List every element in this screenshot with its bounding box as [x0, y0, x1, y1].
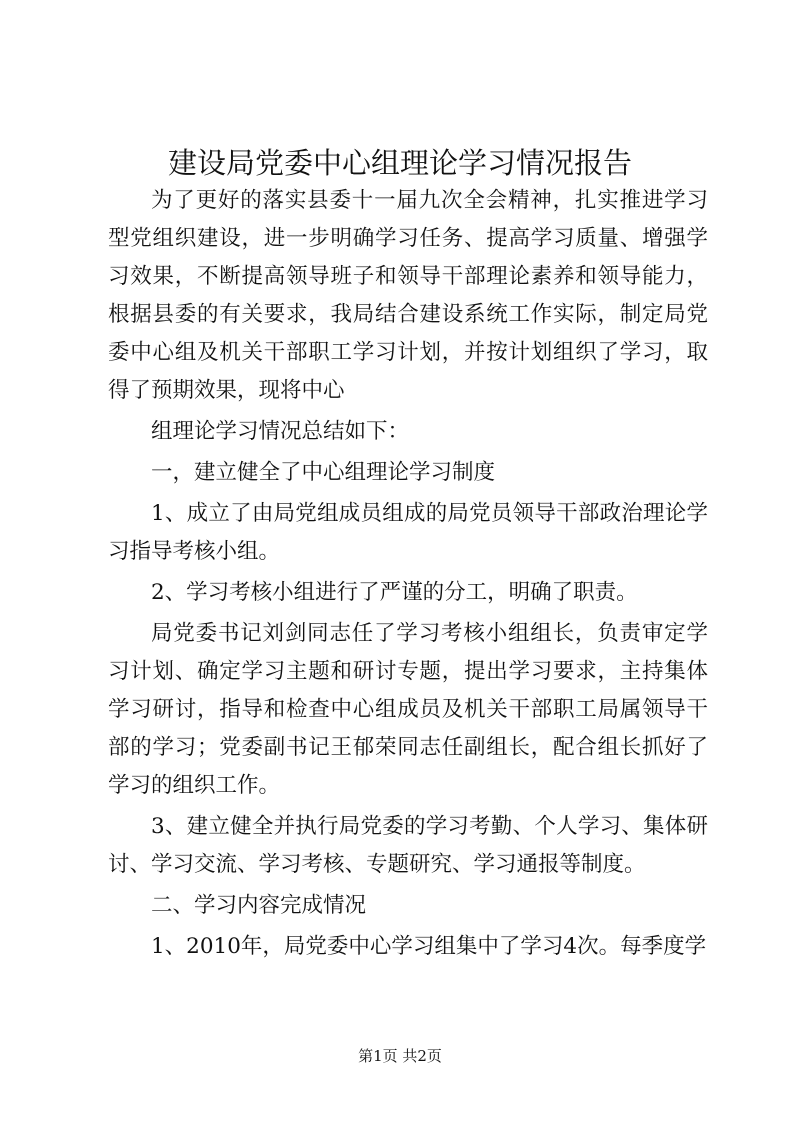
section-heading: 一，建立健全了中心组理论学习制度	[151, 460, 496, 485]
paragraph: 2、学习考核小组进行了严谨的分工，明确了职责。	[151, 580, 638, 605]
paragraph: 为了更好的落实县委十一届九次全会精神，扎实推进学习型党组织建设，进一步明确学习任务、提高学习质量、增强学习效果，不断提高领导班子和领导干部理论素养和领导能力，根据县委的有关要求，我局结合建设系统工作实际，制定局党委中心组及机关干部职工学习计划，并按计划组织了学习，取得了预期效果，现将中心	[108, 188, 708, 403]
paragraph: 局党委书记刘剑同志任了学习考核小组组长，负责审定学习计划、确定学习主题和研讨专题，提出学习要求，主持集体学习研讨，指导和检查中心组成员及机关干部职工局属领导干部的学习；党委副书记王郁荣同志任副组长，配合组长抓好了学习的组织工作。	[108, 621, 708, 798]
paragraph: 组理论学习情况总结如下：	[151, 419, 410, 444]
document-title: 建设局党委中心组理论学习情况报告	[167, 146, 632, 180]
document-body	[108, 182, 708, 966]
paragraph: 1、成立了由局党组成员组成的局党员领导干部政治理论学习指导考核小组。	[108, 501, 708, 564]
page-number: 第1页 共2页	[358, 1047, 442, 1065]
section-heading: 二、学习内容完成情况	[151, 893, 367, 918]
paragraph: 1、2010年，局党委中心学习组集中了学习4次。每季度学	[151, 934, 707, 959]
paragraph: 3、建立健全并执行局党委的学习考勤、个人学习、集体研讨、学习交流、学习考核、专题研究、学习通报等制度。	[108, 814, 708, 877]
